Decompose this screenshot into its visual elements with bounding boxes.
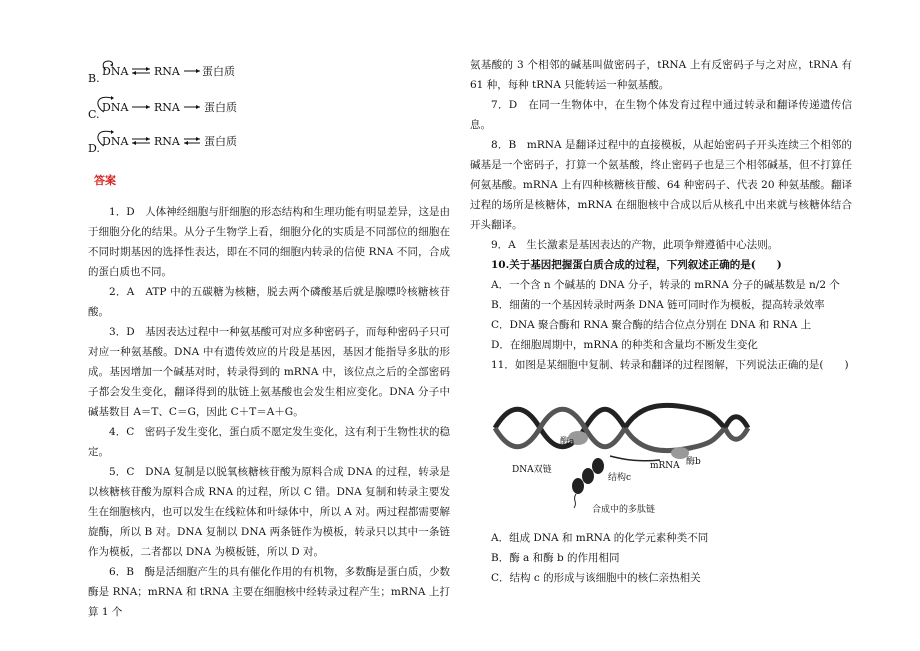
left-column	[88, 202, 450, 622]
question-10-option-a: A．一个含 n 个碱基的 DNA 分子，转录的 mRNA 分子的碱基数是 n/2 个	[491, 279, 840, 291]
question-10-option-c: C．DNA 聚合酶和 RNA 聚合酶的结合位点分别在 DNA 和 RNA 上	[491, 319, 812, 331]
answer-heading: 答案	[94, 174, 116, 187]
question-11-stem: 11．如图是某细胞中复制、转录和翻译的过程图解，下列说法正确的是( )	[491, 359, 849, 371]
enzyme-b-label: 酶b	[686, 457, 701, 467]
question-10-option-d: D．在细胞周期中，mRNA 的种类和含量均不断发生变化	[491, 339, 758, 351]
dna-label: DNA	[102, 65, 129, 78]
right-column	[470, 55, 852, 375]
dna-double-strand-label: DNA双链	[512, 465, 552, 475]
protein-label: 蛋白质	[204, 135, 237, 148]
question-11-option-a: A．组成 DNA 和 mRNA 的化学元素种类不同	[491, 532, 709, 544]
question-11-option-c: C．结构 c 的形成与该细胞中的核仁亲热相关	[491, 572, 701, 584]
structure-c-label: 结构c	[608, 473, 632, 483]
question-10-stem: 10.关于基因把握蛋白质合成的过程，下列叙述正确的是( )	[491, 259, 782, 271]
answer-6-continued: 氨基酸的 3 个相邻的碱基叫做密码子，tRNA 上有反密码子与之对应，tRNA 有 61 种，每种 tRNA 只能转运一种氨基酸。	[470, 59, 852, 91]
option-letter: C.	[88, 108, 100, 121]
rna-label: RNA	[154, 101, 180, 114]
option-letter: B.	[88, 72, 100, 85]
enzyme-a-label: 酶a	[560, 437, 575, 447]
protein-label: 蛋白质	[202, 65, 235, 78]
rna-label: RNA	[154, 135, 180, 148]
answer-4: 4．C 密码子发生变化，蛋白质不愿定发生变化，这有利于生物性状的稳定。	[88, 426, 450, 458]
answer-9: 9．A 生长激素是基因表达的产物，此项争辩遵循中心法则。	[491, 239, 779, 251]
option-letter: D.	[88, 142, 100, 155]
answer-6: 6．B 酶是活细胞产生的具有催化作用的有机物，多数酶是蛋白质，少数酶是 RNA；mRNA 和 tRNA 主要在细胞核中经转录过程产生；mRNA 上打算 1 个	[88, 566, 450, 618]
answer-2: 2．A ATP 中的五碳糖为核糖，脱去两个磷酸基后就是腺嘌呤核糖核苷酸。	[88, 286, 450, 318]
option-d-diagram	[88, 126, 258, 160]
option-c-diagram	[88, 92, 258, 126]
answer-3: 3．D 基因表达过程中一种氨基酸可对应多种密码子，而每种密码子只可对应一种氨基酸。DNA 中有遗传效应的片段是基因，基因才能指导多肽的形成。基因增加一个碱基对时，转录得到的 mRNA 中，该位点之后的全部密码子都会发生变化，翻译得到的肽链上氨基酸也会发生相应变化。DNA 分子中碱基数目 A＝T、C＝G，因此 C＋T＝A＋G。	[88, 326, 450, 418]
rna-label: RNA	[154, 65, 180, 78]
question-11-option-b: B．酶 a 和酶 b 的作用相同	[491, 552, 620, 564]
polypeptide-label: 合成中的多肽链	[592, 505, 656, 515]
answer-8: 8．B mRNA 是翻译过程中的直接模板，从起始密码子开头连续三个相邻的碱基是一个密码子，打算一个氨基酸，终止密码子也是三个相邻碱基，但不打算任何氨基酸。mRNA 上有四种核糖核苷酸、64 种密码子、代表 20 种氨基酸。翻译过程的场所是核糖体，mRNA 在细胞核中合成以后从核孔中出来就与核糖体结合开头翻译。	[470, 139, 852, 231]
dna-label: DNA	[102, 135, 129, 148]
answer-7: 7．D 在同一生物体中，在生物个体发育过程中通过转录和翻译传递遗传信息。	[470, 99, 852, 131]
mrna-label: mRNA	[650, 461, 680, 471]
option-b-diagram	[88, 58, 258, 92]
answer-5: 5．C DNA 复制是以脱氧核糖核苷酸为原料合成 DNA 的过程，转录是以核糖核苷酸为原料合成 RNA 的过程，所以 C 错。DNA 复制和转录主要发生在细胞核内，也可以发生在线粒体和叶绿体中，所以 A 对。两过程都需要解旋酶，所以 B 对。DNA 复制以 DNA 两条链作为模板，转录只以其中一条链作为模板，二者都以 DNA 为模板链，所以 D 对。	[88, 466, 450, 558]
question-10-option-b: B．细菌的一个基因转录时两条 DNA 链可同时作为模板，提高转录效率	[491, 299, 825, 311]
protein-label: 蛋白质	[204, 101, 237, 114]
dna-label: DNA	[102, 101, 129, 114]
question-11-options	[470, 528, 852, 588]
answer-1: 1．D 人体神经细胞与肝细胞的形态结构和生理功能有明显差异，这是由于细胞分化的结果。从分子生物学上看，细胞分化的实质是不同部位的细胞在不同时期基因的选择性表达，即在不同的细胞内转录的信使 RNA 不同，合成的蛋白质也不同。	[88, 206, 450, 278]
replication-transcription-translation-figure	[490, 398, 750, 522]
